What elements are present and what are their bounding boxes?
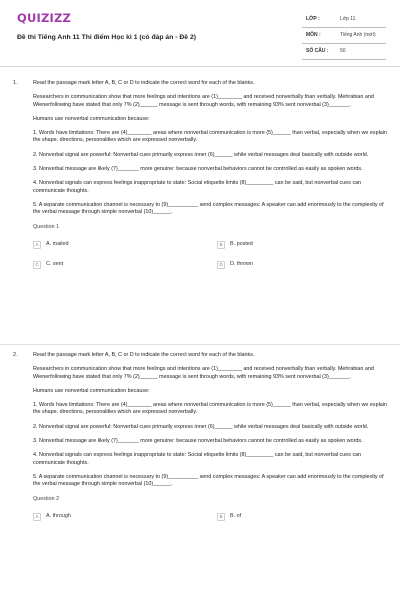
meta-row-subject (302, 28, 386, 44)
question-sub-label: Question 2 (33, 495, 60, 502)
passage-paragraph: 3. Nonverbal message are likely (7)_______ more genuine: because nonverbal behaviors cannot be controlled as easily as spoken words. (33, 166, 363, 173)
option-text: D. thrown (230, 261, 254, 268)
passage-paragraph: Humans use nonverbal communication because: (33, 115, 150, 122)
passage-paragraph: 5. A separate communication channel is necessary to (9)__________ send complex messages: A speaker can add enormously to the complexity of the verbal message through simple nonverbal (10)______. (33, 201, 384, 216)
option-badge: B (217, 513, 225, 521)
option-text: B. posted (230, 241, 253, 248)
option-text: C. sent (46, 261, 64, 268)
answer-option-c[interactable] (33, 260, 63, 270)
passage-paragraph: 2. Nonverbal signal are powerful: Nonverbal cues primarily express inner (6)______ while verbal messages deal basically with outside world. (33, 423, 369, 430)
passage-paragraph: 4. Nonverbal signals can express feelings inappropriate to state: Social etiquette limits (8)_________ can be said, but nonverbal cues can communicate thoughts. (33, 180, 362, 194)
meta-row-class (302, 12, 386, 28)
passage-paragraph: Humans use nonverbal communication because: (33, 387, 150, 394)
question-body (33, 80, 388, 284)
option-badge: C (33, 261, 41, 269)
answer-options (33, 512, 388, 556)
passage-paragraph: 1. Words have limitations: There are (4)________ areas where nonverbal communication is more (5)______ than verbal, especially when we explain the shape, directions, personalities which are expressed nonverbally. (33, 130, 387, 144)
meta-label: MÔN : (306, 32, 321, 38)
question-number: 1. (13, 80, 18, 86)
meta-label: SỐ CÂU : (306, 48, 329, 54)
answer-option-d[interactable] (217, 260, 253, 270)
worksheet-header (0, 0, 400, 66)
option-text: A. mailed (46, 241, 69, 248)
page-title: Đề thi Tiếng Anh 11 Thi điểm Học kì 1 (có đáp án - Đề 2) (17, 34, 197, 41)
question-number: 2. (13, 352, 18, 358)
answer-options (33, 240, 388, 284)
question-instruction: Read the passage mark letter A, B, C or D to indicate the correct word for each of the blanks. (33, 352, 255, 358)
answer-option-a[interactable] (33, 240, 68, 250)
meta-label: LỚP : (306, 16, 320, 22)
question-sub-label: Question 1 (33, 223, 60, 230)
header-divider (0, 66, 400, 67)
answer-option-b[interactable] (217, 240, 253, 250)
passage-paragraph: 4. Nonverbal signals can express feelings inappropriate to state: Social etiquette limits (8)_________ can be said, but nonverbal cues can communicate thoughts. (33, 452, 362, 466)
option-text: A. through (46, 513, 71, 520)
passage-paragraph: 3. Nonverbal message are likely (7)_______ more genuine: because nonverbal behaviors cannot be controlled as easily as spoken words. (33, 438, 363, 445)
option-badge: A (33, 513, 41, 521)
answer-option-b[interactable] (217, 512, 241, 522)
answer-option-a[interactable] (33, 512, 71, 522)
passage-paragraph: Researchers in communication show that more feelings and intentions are (1)________ and received nonverbally than verbally. Mehrabian and Wienerfollowing have stated that only 7% (2)______ message is sent through words, with remaining 93% sent nonverbal (3)_______. (33, 366, 374, 380)
option-text: B. of (230, 513, 242, 520)
meta-row-count (302, 44, 386, 60)
passage-paragraph: 5. A separate communication channel is necessary to (9)__________ send complex messages: A speaker can add enormously to the complexity of the verbal message through simple nonverbal (10)______. (33, 473, 384, 488)
quizizz-logo: QUIZIZZ (17, 11, 72, 25)
option-badge: B (217, 241, 225, 249)
meta-table (302, 12, 386, 60)
question-divider (0, 344, 400, 345)
option-badge: A (33, 241, 41, 249)
option-badge: D (217, 261, 225, 269)
meta-value: Tiếng Anh (mới) (340, 32, 376, 38)
passage-paragraph: 2. Nonverbal signal are powerful: Nonverbal cues primarily express inner (6)______ while verbal messages deal basically with outside world. (33, 151, 369, 158)
question-body (33, 352, 388, 556)
question-instruction: Read the passage mark letter A, B, C or D to indicate the correct word for each of the blanks. (33, 80, 255, 86)
passage-paragraph: Researchers in communication show that more feelings and intentions are (1)________ and received nonverbally than verbally. Mehrabian and Wienerfollowing have stated that only 7% (2)______ message is sent through words, with remaining 93% sent nonverbal (3)_______. (33, 94, 374, 108)
meta-value: 50 (340, 48, 346, 54)
meta-value: Lớp 11 (340, 16, 356, 22)
passage-paragraph: 1. Words have limitations: There are (4)________ areas where nonverbal communication is more (5)______ than verbal, especially when we explain the shape, directions, personalities which are expressed nonverbally. (33, 402, 387, 416)
